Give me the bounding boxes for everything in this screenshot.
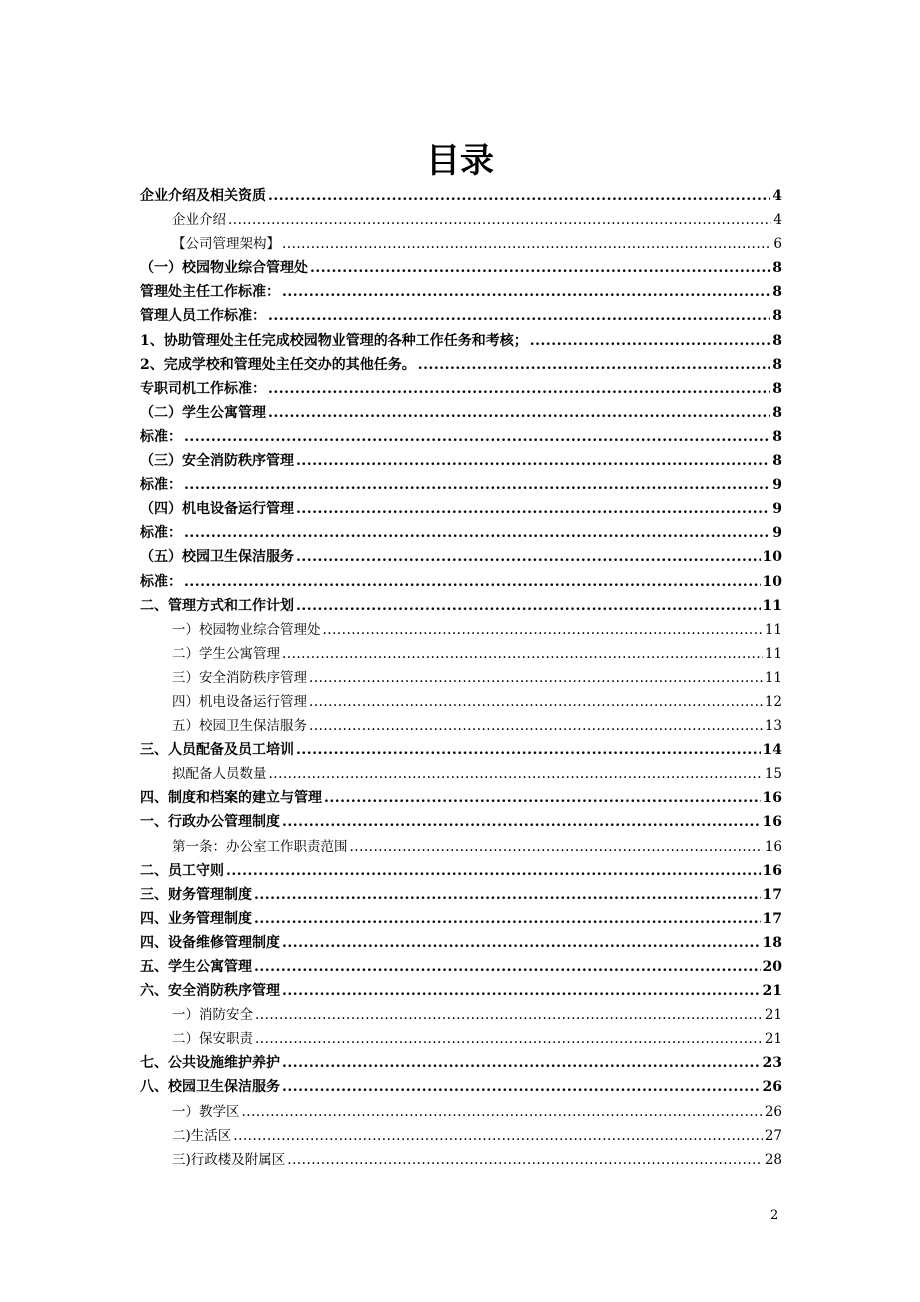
toc-entry-title: 七、公共设施维护养护 [140,1055,280,1072]
toc-entry[interactable] [140,401,782,425]
toc-dot-leader [268,304,770,328]
toc-entry[interactable] [140,1124,782,1148]
toc-entry-page: 8 [772,356,782,373]
toc-dot-leader [282,810,761,834]
toc-dot-leader [268,401,770,425]
toc-entry-title: 四、设备维修管理制度 [140,934,280,951]
toc-entry[interactable] [140,907,782,931]
toc-entry-page: 8 [772,428,782,445]
toc-dot-leader [309,666,763,690]
toc-entry[interactable] [140,810,782,834]
toc-dot-leader [282,1051,761,1075]
toc-dot-leader [323,618,763,642]
toc-entry-page: 11 [764,645,782,662]
toc-entry[interactable] [140,786,782,810]
toc-entry-page: 12 [764,693,782,710]
toc-entry-page: 20 [762,959,782,975]
toc-entry-page: 17 [762,910,782,927]
toc-entry-title: 标准： [140,573,182,590]
toc-entry-title: 三)行政楼及附属区 [172,1151,286,1168]
toc-dot-leader [254,907,761,931]
toc-dot-leader [228,208,771,232]
toc-dot-leader [242,1100,763,1124]
toc-entry[interactable] [140,594,782,618]
toc-dot-leader [184,570,761,594]
page-number: 2 [770,1208,779,1223]
toc-entry-title: （五）校园卫生保洁服务 [140,549,294,566]
toc-entry-title: 八、校园卫生保洁服务 [140,1079,280,1096]
toc-entry-page: 4 [773,212,782,229]
toc-entry-title: （三）安全消防秩序管理 [140,453,294,470]
toc-entry-page: 10 [762,549,782,566]
toc-entry[interactable] [140,497,782,521]
toc-entry-title: 【公司管理架构】 [172,236,280,253]
toc-entry[interactable] [140,738,782,762]
toc-entry-title: 标准： [140,428,182,445]
toc-dot-leader [184,521,770,545]
toc-entry[interactable] [140,521,782,545]
toc-dot-leader [233,1124,763,1148]
toc-entry-page: 21 [762,983,782,1000]
toc-entry-title: 一）校园物业综合管理处 [172,621,321,638]
toc-dot-leader [254,955,761,979]
toc-entry[interactable] [140,208,782,232]
toc-entry-page: 26 [764,1103,782,1120]
toc-entry[interactable] [140,762,782,786]
toc-entry-title: 三、财务管理制度 [140,886,252,903]
toc-entry-page: 11 [762,597,782,614]
toc-entry-title: （一）校园物业综合管理处 [140,260,308,277]
toc-dot-leader [184,425,770,449]
toc-entry-title: 标准： [140,477,182,494]
toc-dot-leader [324,786,761,810]
toc-entry-page: 8 [772,332,782,349]
toc-entry[interactable] [140,1003,782,1027]
toc-dot-leader [296,449,770,473]
toc-dot-leader [296,497,770,521]
toc-entry[interactable] [140,666,782,690]
toc-entry-page: 16 [762,814,782,831]
toc-entry[interactable] [140,714,782,738]
toc-entry-title: 二）保安职责 [172,1031,253,1048]
toc-entry[interactable] [140,449,782,473]
toc-entry[interactable] [140,280,782,304]
toc-entry[interactable] [140,618,782,642]
toc-entry-title: 五、学生公寓管理 [140,959,252,975]
toc-entry-page: 8 [772,308,782,325]
toc-entry-title: 管理人员工作标准： [140,308,266,325]
toc-entry-title: （二）学生公寓管理 [140,404,266,421]
toc-dot-leader [530,329,771,353]
toc-entry-title: 四）机电设备运行管理 [172,693,307,710]
toc-entry-title: 管理处主任工作标准： [140,284,280,301]
toc-entry[interactable] [140,256,782,280]
toc-dot-leader [287,1148,763,1172]
toc-entry-page: 13 [764,718,782,735]
toc-entry-page: 8 [772,453,782,470]
toc-entry[interactable] [140,979,782,1003]
toc-dot-leader [309,714,763,738]
toc-entry-title: 三）安全消防秩序管理 [172,669,307,686]
toc-entry-title: 一）消防安全 [172,1007,253,1024]
toc-dot-leader [418,353,771,377]
toc-entry[interactable] [140,931,782,955]
toc-entry-page: 17 [762,886,782,903]
toc-entry[interactable] [140,329,782,353]
toc-entry-title: 二、管理方式和工作计划 [140,597,294,614]
toc-entry[interactable] [140,690,782,714]
toc-entry[interactable] [140,473,782,497]
toc-entry-title: 第一条：办公室工作职责范围 [172,838,348,855]
toc-dot-leader [282,232,771,256]
toc-dot-leader [296,738,761,762]
toc-entry-title: （四）机电设备运行管理 [140,501,294,518]
toc-entry-page: 4 [772,188,782,204]
toc-entry-page: 8 [772,404,782,421]
toc-dot-leader [282,931,761,955]
toc-entry[interactable] [140,642,782,666]
toc-entry[interactable] [140,1148,782,1172]
toc-entry-title: 企业介绍 [172,212,226,229]
toc-entry-page: 27 [764,1127,782,1144]
toc-entry-title: 四、制度和档案的建立与管理 [140,790,322,807]
toc-entry-page: 14 [762,742,782,759]
toc-dot-leader [268,184,770,208]
toc-dot-leader [310,256,770,280]
toc-entry-title: 六、安全消防秩序管理 [140,983,280,1000]
toc-entry-page: 26 [762,1079,782,1096]
toc-entry-page: 11 [764,621,782,638]
toc-entry-page: 16 [762,862,782,879]
toc-entry[interactable] [140,545,782,569]
toc-dot-leader [255,1003,763,1027]
toc-entry-page: 15 [764,766,782,783]
toc-entry-page: 9 [772,525,782,542]
toc-entry-page: 10 [762,573,782,590]
toc-entry-page: 18 [762,934,782,951]
toc-entry[interactable] [140,232,782,256]
toc-entry-page: 16 [764,838,782,855]
toc-dot-leader [282,1075,761,1099]
toc-entry-page: 23 [762,1055,782,1072]
toc-dot-leader [282,642,763,666]
toc-dot-leader [254,883,761,907]
toc-entry-title: 标准： [140,525,182,542]
toc-dot-leader [296,594,761,618]
toc-entry-title: 三、人员配备及员工培训 [140,742,294,759]
document-title: 目录 [426,141,494,181]
toc-entry[interactable] [140,353,782,377]
toc-entry[interactable] [140,1027,782,1051]
toc-entry[interactable] [140,425,782,449]
toc-entry-title: 一）教学区 [172,1103,240,1120]
toc-dot-leader [282,979,761,1003]
toc-entry-page: 21 [764,1007,782,1024]
toc-entry-title: 拟配备人员数量 [172,766,267,783]
table-of-contents [140,184,782,1172]
toc-dot-leader [296,545,761,569]
toc-entry[interactable] [140,304,782,328]
toc-entry-page: 9 [772,477,782,494]
toc-entry-page: 8 [772,284,782,301]
toc-entry[interactable] [140,1075,782,1099]
toc-entry[interactable] [140,883,782,907]
toc-entry-title: 四、业务管理制度 [140,910,252,927]
toc-entry-title: 1、协助管理处主任完成校园物业管理的各种工作任务和考核； [140,332,528,349]
toc-dot-leader [184,473,770,497]
toc-entry-title: 二）学生公寓管理 [172,645,280,662]
toc-entry-title: 一、行政办公管理制度 [140,814,280,831]
toc-entry-title: 五）校园卫生保洁服务 [172,718,307,735]
toc-entry-page: 16 [762,790,782,807]
toc-entry-page: 6 [773,236,782,253]
toc-entry[interactable] [140,835,782,859]
toc-dot-leader [226,859,761,883]
toc-entry-page: 11 [764,669,782,686]
toc-dot-leader [282,280,770,304]
toc-dot-leader [255,1027,763,1051]
toc-entry-title: 二)生活区 [172,1127,232,1144]
toc-entry-page: 8 [772,260,782,277]
toc-entry-page: 28 [764,1151,782,1168]
toc-entry[interactable] [140,955,782,979]
toc-entry-title: 企业介绍及相关资质 [140,188,266,204]
toc-dot-leader [269,762,763,786]
toc-entry-title: 专职司机工作标准： [140,380,266,397]
toc-entry-page: 8 [772,380,782,397]
toc-entry-title: 二、员工守则 [140,862,224,879]
toc-dot-leader [350,835,763,859]
toc-entry[interactable] [140,1051,782,1075]
toc-dot-leader [309,690,763,714]
toc-entry[interactable] [140,184,782,208]
toc-entry[interactable] [140,570,782,594]
toc-entry-page: 9 [772,501,782,518]
toc-entry-page: 21 [764,1031,782,1048]
toc-entry[interactable] [140,377,782,401]
toc-entry[interactable] [140,1100,782,1124]
toc-entry-title: 2、完成学校和管理处主任交办的其他任务。 [140,356,416,373]
toc-entry[interactable] [140,859,782,883]
toc-dot-leader [268,377,770,401]
